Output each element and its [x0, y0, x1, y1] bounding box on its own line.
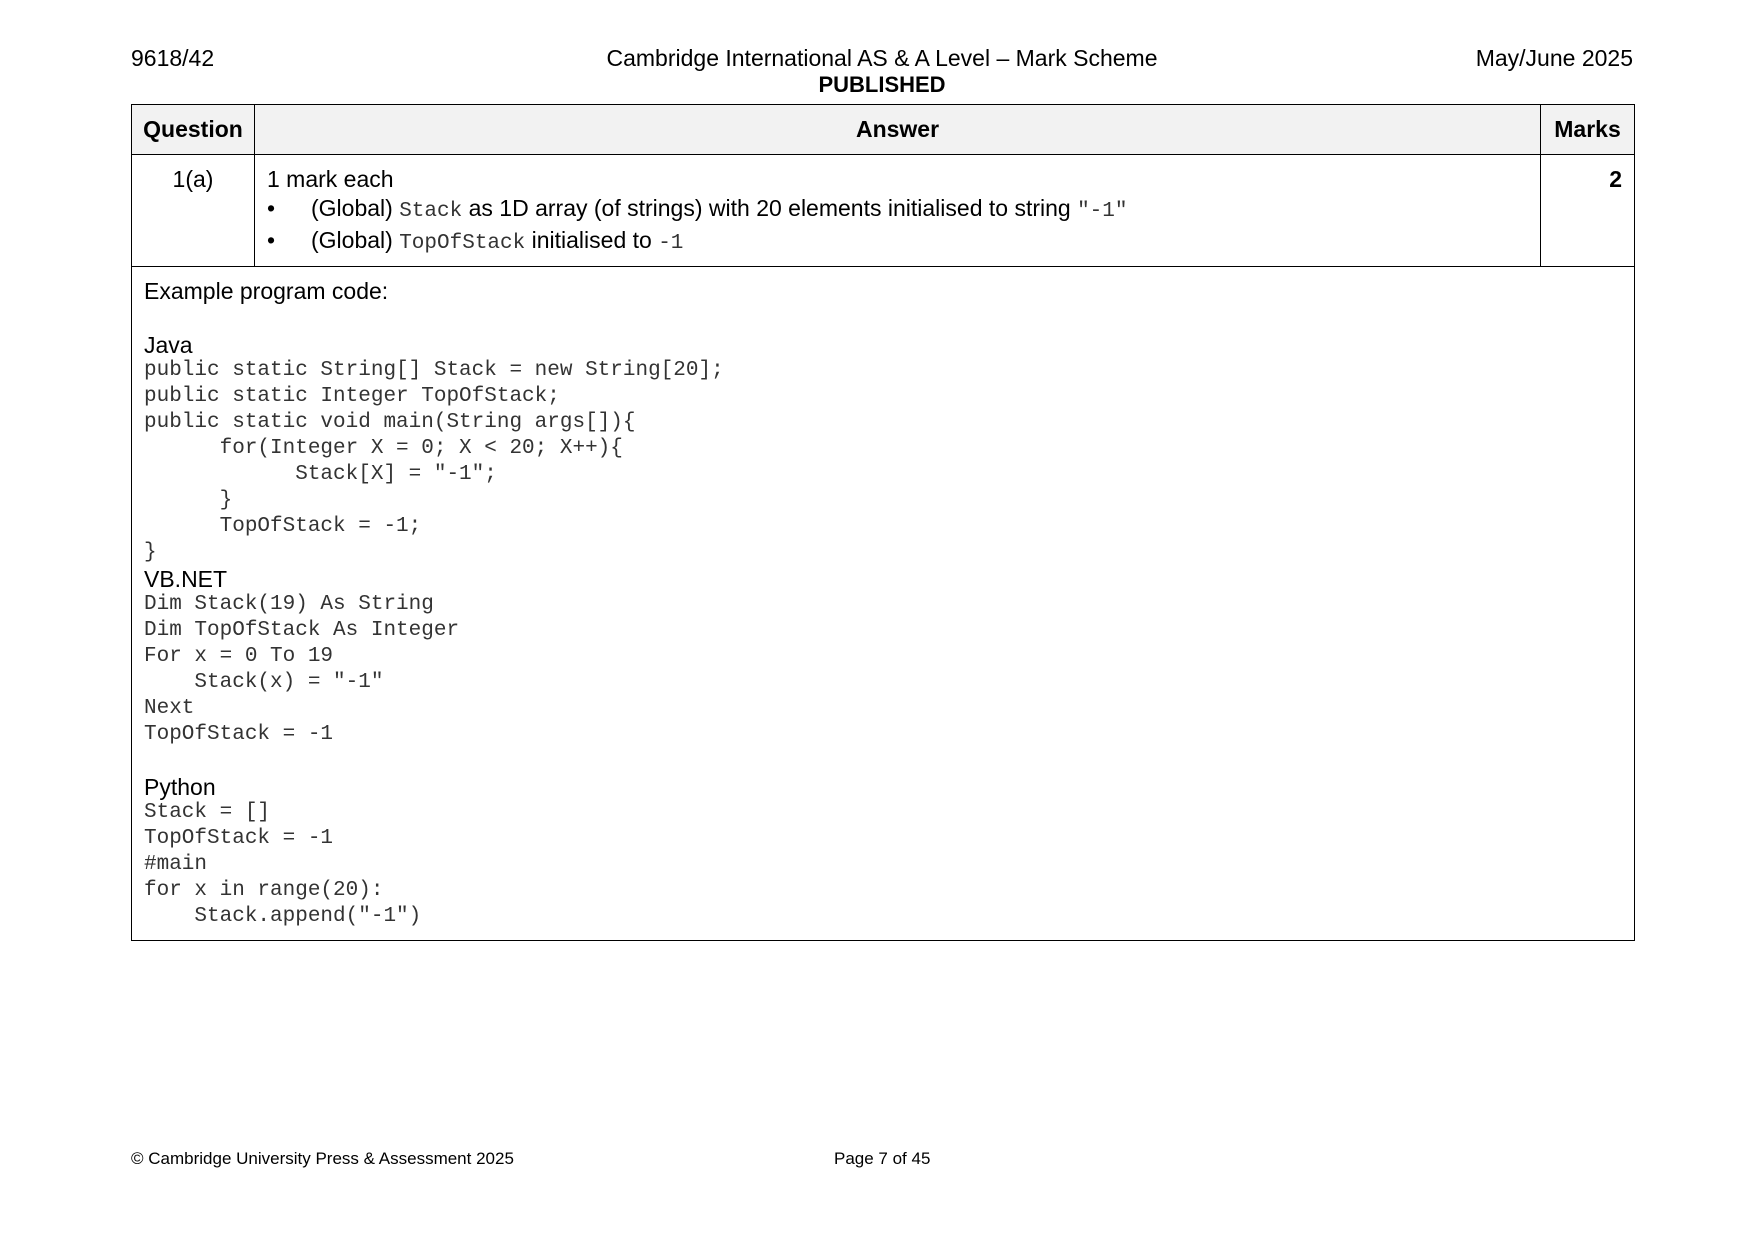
table-row	[132, 155, 1635, 267]
example-row	[132, 267, 1635, 941]
mark-intro: 1 mark each	[267, 166, 394, 192]
mark-point-code: Stack	[399, 200, 463, 223]
question-header: Question	[132, 105, 255, 155]
published-label: PUBLISHED	[818, 72, 946, 97]
paper-code: 9618/42	[131, 45, 215, 71]
bullet-icon: •	[267, 195, 276, 221]
bullet-icon: •	[267, 227, 276, 253]
page-number: Page 7 of 45	[834, 1149, 931, 1168]
mark-point-prefix: (Global)	[311, 227, 400, 253]
mark-point	[267, 194, 1528, 226]
example-intro: Example program code:	[144, 278, 389, 304]
mark-point-text: initialised to	[525, 227, 659, 253]
vbnet-code: Dim Stack(19) As String Dim TopOfStack As Integer For x = 0 To 19 Stack(x) = "-1" Next TopOfStack = -1	[144, 593, 460, 746]
mark-point-text: as 1D array (of strings) with 20 elements initialised to string	[462, 195, 1078, 221]
mark-scheme-table	[131, 104, 1635, 941]
answer-cell	[255, 155, 1541, 267]
marks-value: 2	[1541, 155, 1635, 267]
copyright-notice: © Cambridge University Press & Assessment 2025	[131, 1149, 514, 1168]
exam-session: May/June 2025	[1475, 45, 1633, 71]
mark-points	[267, 194, 1528, 258]
mark-point-code: TopOfStack	[399, 232, 526, 255]
vbnet-label: VB.NET	[144, 566, 228, 592]
java-label: Java	[144, 332, 193, 358]
mark-point-code-value: -1	[658, 232, 684, 255]
table-header-row	[132, 105, 1635, 155]
document-title: Cambridge International AS & A Level – Mark Scheme	[606, 45, 1158, 71]
question-number: 1(a)	[132, 155, 255, 267]
mark-point-code-value: "-1"	[1077, 200, 1128, 223]
python-code: Stack = [] TopOfStack = -1 #main for x in range(20): Stack.append("-1")	[144, 801, 422, 928]
answer-header: Answer	[255, 105, 1541, 155]
marks-header: Marks	[1541, 105, 1635, 155]
java-code: public static String[] Stack = new String[20]; public static Integer TopOfStack; public static void main(String args[]){ for(Integer X = 0; X < 20; X++){ Stack[X] = "-1"; } TopOfStack = -1; }	[144, 359, 724, 564]
mark-point-prefix: (Global)	[311, 195, 400, 221]
mark-point	[267, 226, 1528, 258]
python-label: Python	[144, 774, 216, 800]
example-code-cell	[132, 267, 1635, 941]
